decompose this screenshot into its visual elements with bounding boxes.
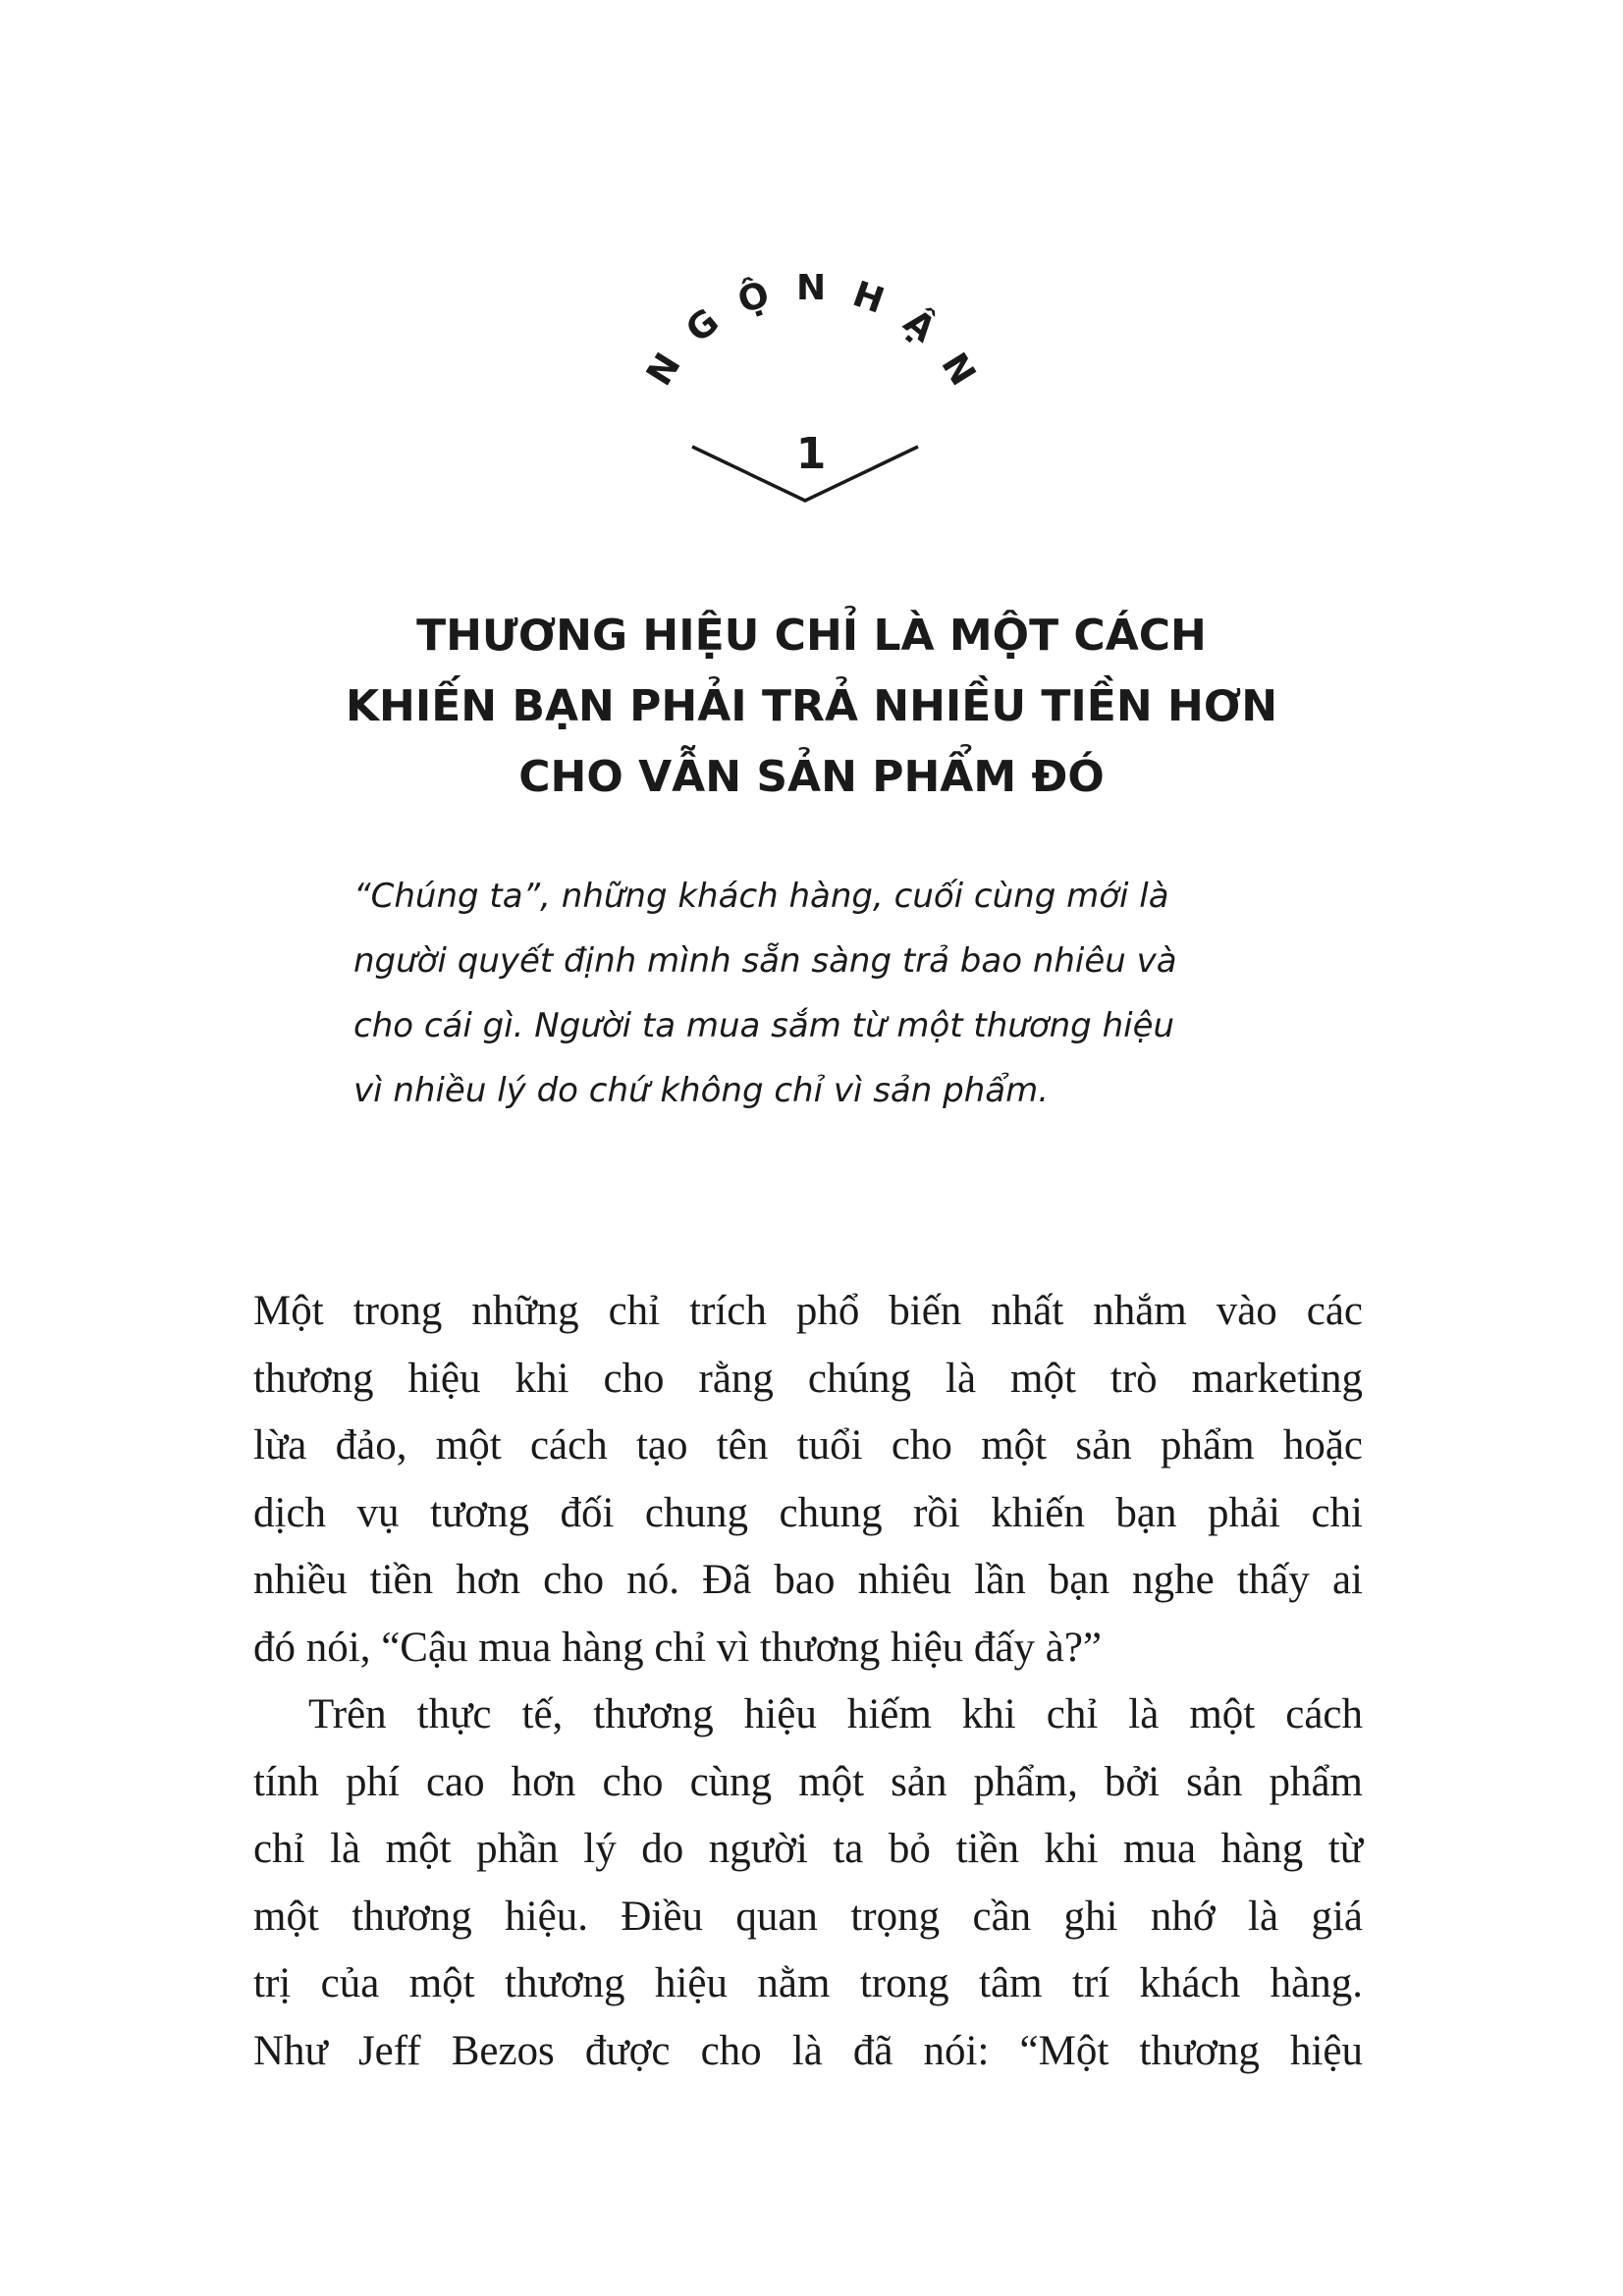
text-line: trị của một thương hiệu nằm trong tâm trí khách hàng. (253, 1960, 1363, 2006)
text-line: chỉ là một phần lý do người ta bỏ tiền khi mua hàng từ (253, 1826, 1363, 1872)
epigraph-line: người quyết định mình sẵn sàng trả bao nhiêu và (353, 941, 1177, 981)
badge-letter: H (847, 274, 890, 322)
title-line: KHIẾN BẠN PHẢI TRẢ NHIỀU TIỀN HƠN (345, 681, 1278, 731)
chapter-badge-label (639, 268, 983, 393)
paragraph-2 (253, 1682, 1363, 2085)
paragraph-1 (253, 1278, 1363, 1682)
chapter-number: 1 (795, 429, 827, 479)
chapter-title (245, 601, 1378, 813)
chapter-badge (0, 0, 1623, 550)
text-line: Như Jeff Bezos được cho là đã nói: “Một thương hiệu (253, 2027, 1363, 2074)
text-line: Một trong những chỉ trích phổ biến nhất nhắm vào các (253, 1288, 1363, 1334)
badge-letter: G (678, 300, 728, 351)
text-line: dịch vụ tương đối chung chung rồi khiến bạn phải chi (253, 1489, 1363, 1536)
text-line: nhiều tiền hơn cho nó. Đã bao nhiêu lần bạn nghe thấy ai (253, 1557, 1363, 1603)
text-line: tính phí cao hơn cho cùng một sản phẩm, bởi sản phẩm (253, 1758, 1363, 1805)
text-line: đó nói, “Cậu mua hàng chỉ vì thương hiệu đấy à?” (253, 1624, 1103, 1671)
text-line: một thương hiệu. Điều quan trọng cần ghi nhớ là giá (253, 1893, 1363, 1940)
epigraph-line: vì nhiều lý do chứ không chỉ vì sản phẩm. (353, 1071, 1050, 1110)
text-line: lừa đảo, một cách tạo tên tuổi cho một sản phẩm hoặc (253, 1422, 1363, 1468)
epigraph-line: cho cái gì. Người ta mua sắm từ một thương hiệu (353, 1006, 1175, 1045)
badge-letter: N (933, 346, 984, 394)
text-line: Trên thực tế, thương hiệu hiếm khi chỉ là một cách (308, 1691, 1363, 1737)
badge-letter: Ộ (732, 274, 775, 322)
text-line: thương hiệu khi cho rằng chúng là một trò marketing (253, 1355, 1363, 1402)
epigraph (353, 864, 1276, 1123)
body-text (253, 1278, 1363, 2085)
title-line: THƯƠNG HIỆU CHỈ LÀ MỘT CÁCH (416, 611, 1207, 661)
badge-letter: N (795, 268, 827, 308)
badge-letter: N (638, 346, 689, 394)
epigraph-line: “Chúng ta”, những khách hàng, cuối cùng mới là (353, 877, 1169, 916)
badge-letter: Ậ (895, 301, 943, 350)
title-line: CHO VẪN SẢN PHẨM ĐÓ (518, 752, 1105, 802)
